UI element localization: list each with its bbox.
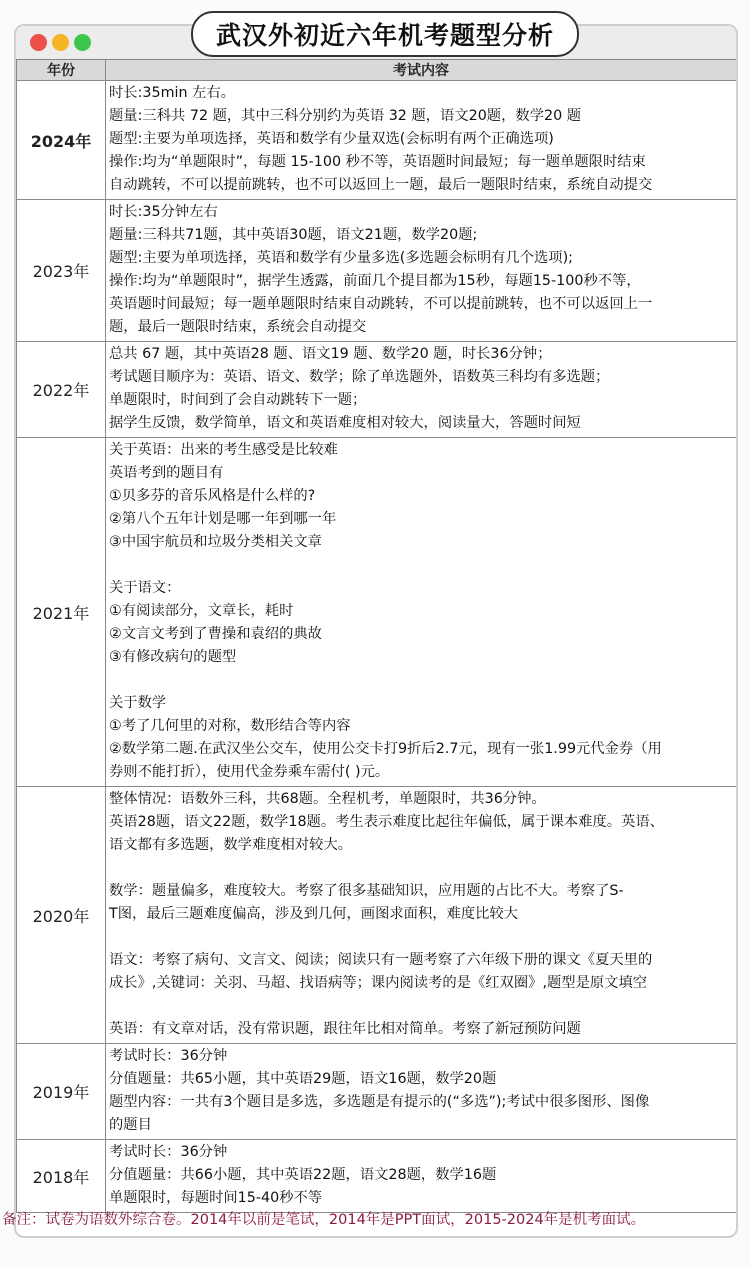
content-line: 单题限时，每题时间15-40秒不等	[109, 1190, 323, 1206]
content-line: 考试时长：36分钟	[109, 1048, 228, 1064]
content-cell	[106, 1140, 737, 1213]
table-row	[17, 81, 737, 200]
app-window	[14, 24, 738, 1238]
content-line: 英语考到的题目有	[109, 465, 224, 481]
year-cell: 2019年	[17, 1044, 106, 1140]
content-line: 题型:主要为单项选择，英语和数学有少量多选(多选题会标明有几个选项);	[109, 250, 573, 266]
year-cell: 2022年	[17, 342, 106, 438]
content-line: 据学生反馈，数学简单，语文和英语难度相对较大，阅读量大，答题时间短	[109, 415, 581, 431]
content-line: 考试时长：36分钟	[109, 1144, 228, 1160]
content-line: 关于数学	[109, 695, 167, 711]
content-line: 题，最后一题限时结束，系统会自动提交	[109, 319, 367, 335]
table-row	[17, 342, 737, 438]
content-line: 英语：有文章对话，没有常识题，跟往年比相对简单。考察了新冠预防问题	[109, 1021, 581, 1037]
table-body	[17, 81, 737, 1213]
content-line: ②第八个五年计划是哪一年到哪一年	[109, 511, 337, 527]
blank-line	[109, 995, 733, 1018]
content-line: ③有修改病句的题型	[109, 649, 237, 665]
content-line: 考试题目顺序为：英语、语文、数学；除了单选题外，语数英三科均有多选题；	[109, 369, 610, 385]
content-line: T图，最后三题难度偏高，涉及到几何，画图求面积，难度比较大	[109, 906, 519, 922]
content-cell	[106, 787, 737, 1044]
table-row	[17, 787, 737, 1044]
footnote: 备注：试卷为语数外综合卷。2014年以前是笔试，2014年是PPT面试，2015-2024年是机考面试。	[2, 1212, 646, 1228]
content-line: 题量:三科共 72 题，其中三科分别约为英语 32 题，语文20题，数学20 题	[109, 108, 582, 124]
content-line: 总共 67 题，其中英语28 题、语文19 题、数学20 题，时长36分钟；	[109, 346, 552, 362]
content-line: 时长:35min 左右。	[109, 85, 235, 101]
content-line: 题型内容：一共有3个题目是多选，多选题是有提示的(“多选”);考试中很多图形、图像	[109, 1094, 650, 1110]
minimize-window-button[interactable]	[52, 34, 69, 51]
content-line: 题型:主要为单项选择，英语和数学有少量双选(会标明有两个正确选项)	[109, 131, 554, 147]
exam-analysis-table	[16, 59, 737, 1213]
content-line: 语文：考察了病句、文言文、阅读；阅读只有一题考察了六年级下册的课文《夏天里的	[109, 952, 653, 968]
content-line: ①有阅读部分，文章长，耗时	[109, 603, 294, 619]
blank-line	[109, 554, 733, 577]
table-row	[17, 1044, 737, 1140]
header-year: 年份	[17, 60, 106, 81]
content-line: 英语题时间最短；每一题单题限时结束自动跳转，不可以提前跳转，也不可以返回上一	[109, 296, 653, 312]
table-header-row	[17, 60, 737, 81]
content-line: 英语28题，语文22题，数学18题。考生表示难度比起往年偏低，属于课本难度。英语、	[109, 814, 664, 830]
header-content: 考试内容	[106, 60, 737, 81]
table-row	[17, 200, 737, 342]
content-line: 分值题量：共65小题，其中英语29题，语文16题，数学20题	[109, 1071, 497, 1087]
content-line: 的题目	[109, 1117, 152, 1133]
content-cell	[106, 81, 737, 200]
content-line: 成长》,关键词：关羽、马超、找语病等；课内阅读考的是《红双圈》,题型是原文填空	[109, 975, 648, 991]
year-cell: 2018年	[17, 1140, 106, 1213]
content-line: 操作:均为“单题限时”，据学生透露，前面几个提目都为15秒，每题15-100秒不等，	[109, 273, 641, 289]
content-line: 自动跳转，不可以提前跳转，也不可以返回上一题，最后一题限时结束，系统自动提交	[109, 177, 653, 193]
year-cell: 2020年	[17, 787, 106, 1044]
table-row	[17, 1140, 737, 1213]
content-cell	[106, 200, 737, 342]
content-line: 时长:35分钟左右	[109, 204, 218, 220]
maximize-window-button[interactable]	[74, 34, 91, 51]
content-cell	[106, 1044, 737, 1140]
content-line: 单题限时，时间到了会自动跳转下一题；	[109, 392, 367, 408]
content-line: 整体情况：语数外三科，共68题。全程机考，单题限时，共36分钟。	[109, 791, 546, 807]
blank-line	[109, 926, 733, 949]
content-line: ①考了几何里的对称，数形结合等内容	[109, 718, 351, 734]
content-line: 券则不能打折），使用代金券乘车需付( )元。	[109, 764, 390, 780]
year-cell: 2021年	[17, 438, 106, 787]
page-title: 武汉外初近六年机考题型分析	[191, 11, 579, 57]
close-window-button[interactable]	[30, 34, 47, 51]
content-cell	[106, 438, 737, 787]
content-line: 关于语文：	[109, 580, 181, 596]
content-line: 分值题量：共66小题，其中英语22题，语文28题，数学16题	[109, 1167, 497, 1183]
blank-line	[109, 669, 733, 692]
table-row	[17, 438, 737, 787]
blank-line	[109, 857, 733, 880]
content-line: 语文都有多选题，数学难度相对较大。	[109, 837, 353, 853]
content-line: 关于英语：出来的考生感受是比较难	[109, 442, 338, 458]
content-line: ②数学第二题.在武汉坐公交车，使用公交卡打9折后2.7元，现有一张1.99元代金券（用	[109, 741, 662, 757]
content-line: ①贝多芬的音乐风格是什么样的?	[109, 488, 316, 504]
content-line: 操作:均为“单题限时”，每题 15-100 秒不等，英语题时间最短；每一题单题限时结束	[109, 154, 646, 170]
content-line: ③中国宇航员和垃圾分类相关文章	[109, 534, 322, 550]
year-cell: 2024年	[17, 81, 106, 200]
content-line: ②文言文考到了曹操和袁绍的典故	[109, 626, 322, 642]
content-line: 数学：题量偏多，难度较大。考察了很多基础知识，应用题的占比不大。考察了S-	[109, 883, 624, 899]
content-line: 题量:三科共71题，其中英语30题，语文21题，数学20题;	[109, 227, 478, 243]
year-cell: 2023年	[17, 200, 106, 342]
content-cell	[106, 342, 737, 438]
